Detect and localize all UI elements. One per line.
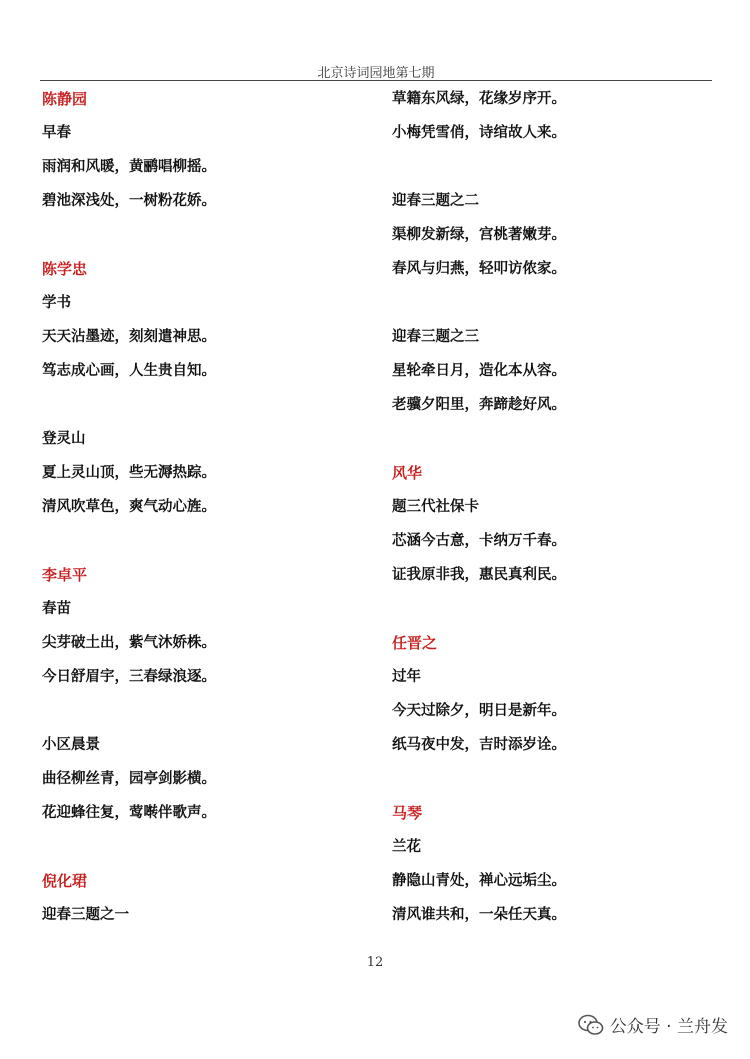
stanza-gap	[392, 592, 712, 626]
poem-title: 早春	[42, 124, 71, 141]
poem-line: 草籍东风绿，花缘岁序开。	[392, 90, 566, 107]
poem-line: 笃志成心画，人生贵自知。	[42, 362, 216, 379]
watermark-text: 公众号 · 兰舟发	[609, 1017, 728, 1037]
poem-line: 尖芽破土出，紫气沐娇株。	[42, 634, 216, 651]
poem-title: 过年	[392, 668, 421, 685]
poem-title: 迎春三题之三	[392, 328, 479, 345]
poem-line: 渠柳发新绿，宫桃著嫩芽。	[392, 226, 566, 243]
stanza-gap	[42, 524, 342, 558]
poem-line: 夏上灵山顶，些无溽热踪。	[42, 464, 216, 481]
wechat-icon	[578, 1014, 604, 1036]
author-name: 李卓平	[42, 566, 88, 584]
poem-title: 兰花	[392, 838, 421, 855]
left-column	[42, 82, 342, 932]
poem-title: 迎春三题之一	[42, 906, 129, 923]
poem-title: 小区晨景	[42, 736, 100, 753]
poem-line: 今日舒眉宇，三春绿浪逐。	[42, 668, 216, 685]
stanza-gap	[392, 422, 712, 456]
poem-line: 清风吹草色，爽气动心旌。	[42, 498, 216, 515]
page-header-title: 北京诗词园地第七期	[317, 66, 435, 81]
poem-line: 碧池深浅处，一树粉花娇。	[42, 192, 216, 209]
stanza-gap	[392, 286, 712, 320]
poem-title: 题三代社保卡	[392, 498, 479, 515]
author-name: 任晋之	[392, 634, 438, 652]
poem-line: 老骥夕阳里，奔蹄趁好风。	[392, 396, 566, 413]
stanza-gap	[42, 218, 342, 252]
poem-line: 静隐山青处，禅心远垢尘。	[392, 872, 566, 889]
poem-line: 春风与归燕，轻叩访侬家。	[392, 260, 566, 277]
header-rule	[40, 80, 712, 81]
poem-title: 迎春三题之二	[392, 192, 479, 209]
poem-line: 雨润和风暖，黄鹂唱柳摇。	[42, 158, 216, 175]
poem-line: 花迎蜂往复，莺啭伴歌声。	[42, 804, 216, 821]
poem-line: 星轮牵日月，造化本从容。	[392, 362, 566, 379]
poem-line: 今天过除夕，明日是新年。	[392, 702, 566, 719]
author-name: 陈学忠	[42, 260, 88, 278]
poem-title: 学书	[42, 294, 71, 311]
stanza-gap	[392, 762, 712, 796]
right-column	[392, 82, 712, 932]
stanza-gap	[42, 388, 342, 422]
poem-line: 清风谁共和，一朵任天真。	[392, 906, 566, 923]
page-number: 12	[366, 955, 384, 970]
author-name: 陈静园	[42, 90, 88, 108]
poem-title: 登灵山	[42, 430, 86, 447]
author-name: 倪化珺	[42, 872, 88, 890]
poem-line: 天天沾墨迹，刻刻遣神思。	[42, 328, 216, 345]
author-name: 风华	[392, 464, 423, 482]
poem-line: 芯涵今古意，卡纳万千春。	[392, 532, 566, 549]
poem-title: 春苗	[42, 600, 71, 617]
author-name: 马琴	[392, 804, 423, 822]
stanza-gap	[42, 830, 342, 864]
poem-line: 纸马夜中发，吉时添岁诠。	[392, 736, 566, 753]
stanza-gap	[392, 150, 712, 184]
watermark	[578, 1012, 728, 1037]
poem-line: 曲径柳丝青，园亭剑影横。	[42, 770, 216, 787]
stanza-gap	[42, 694, 342, 728]
poem-line: 证我原非我，惠民真利民。	[392, 566, 566, 583]
poem-line: 小梅凭雪俏，诗绾故人来。	[392, 124, 566, 141]
